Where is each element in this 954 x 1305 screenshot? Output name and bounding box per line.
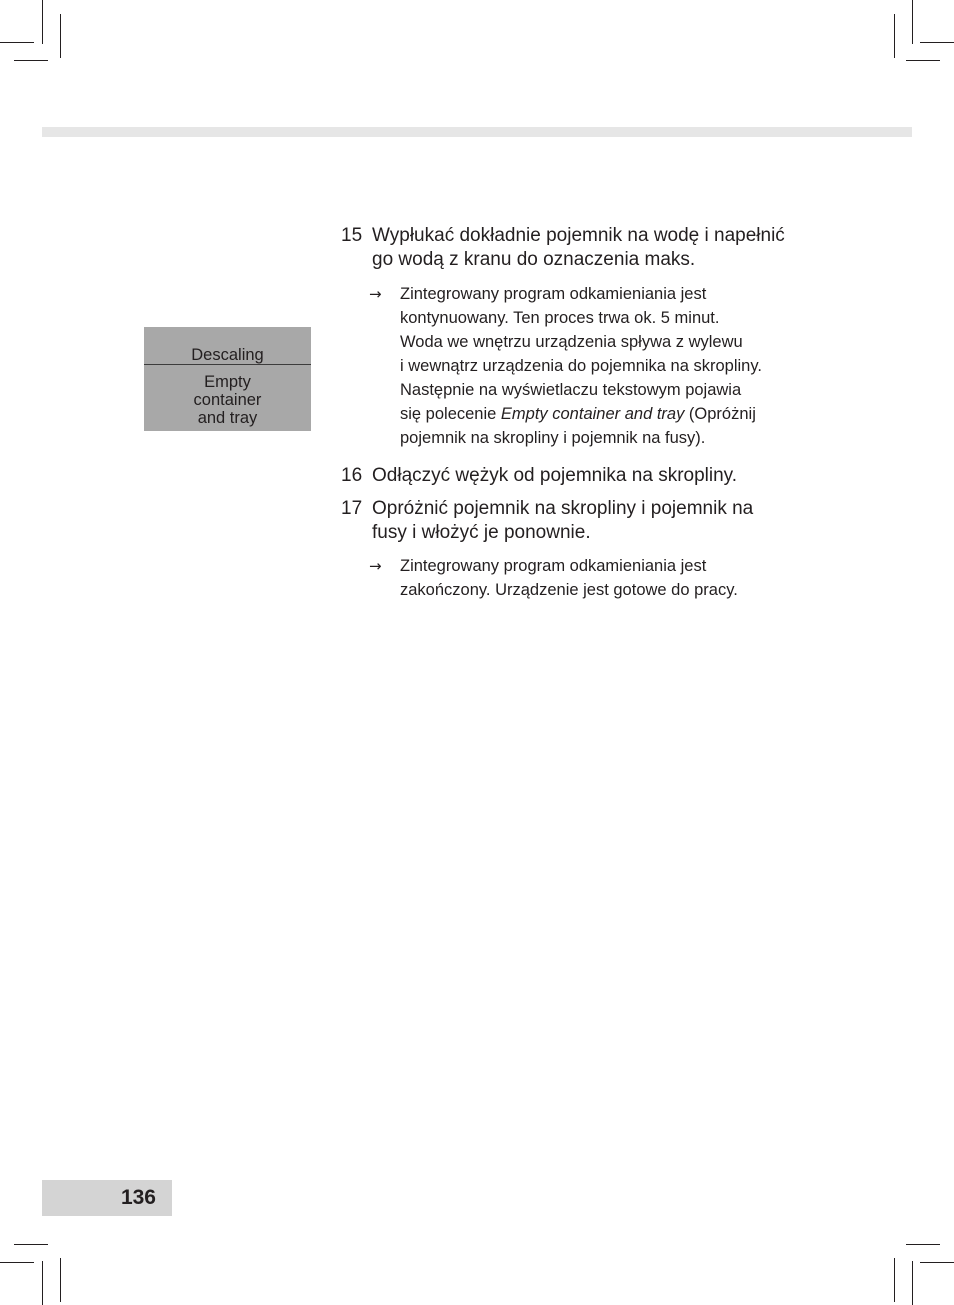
header-band [42, 127, 912, 137]
display-message-reference: Empty container and tray [500, 405, 685, 423]
result-text [400, 282, 810, 450]
crop-mark [906, 1244, 940, 1245]
step-text-line: Opróżnić pojemnik na skropliny i pojemnik na [372, 498, 754, 519]
step-text-line: Wypłukać dokładnie pojemnik na wodę i napełnić [372, 225, 785, 246]
result-line: pojemnik na skropliny i pojemnik na fusy). [400, 429, 706, 447]
result-line: Zintegrowany program odkamieniania jest [400, 285, 707, 303]
step-number: 15 [341, 225, 363, 246]
step-number: 17 [341, 498, 363, 519]
crop-mark [14, 1244, 48, 1245]
page-number-box [42, 1180, 172, 1216]
step-text [372, 497, 812, 545]
display-bottom-label: Empty container and tray [193, 373, 262, 427]
result-line: zakończony. Urządzenie jest gotowe do pracy. [400, 581, 738, 599]
step-text-line: fusy i włożyć je ponownie. [372, 522, 591, 543]
machine-display [144, 327, 311, 431]
result-line: i wewnątrz urządzenia do pojemnika na skropliny. [400, 357, 762, 375]
crop-mark [0, 42, 34, 43]
crop-mark [0, 1262, 34, 1263]
step-text-line: Odłączyć wężyk od pojemnika na skropliny. [372, 465, 738, 486]
step-number: 16 [341, 465, 363, 486]
crop-mark [894, 1258, 895, 1302]
result-arrow-icon: → [369, 285, 382, 303]
crop-mark [14, 60, 48, 61]
crop-mark [42, 0, 43, 44]
crop-mark [912, 0, 913, 44]
result-line: Woda we wnętrzu urządzenia spływa z wylewu [400, 333, 743, 351]
result-line [400, 402, 810, 426]
result-line: Zintegrowany program odkamieniania jest [400, 557, 707, 575]
display-top-label: Descaling [191, 346, 264, 364]
crop-mark [920, 42, 954, 43]
crop-mark [920, 1262, 954, 1263]
crop-mark [894, 14, 895, 58]
page-number: 136 [120, 1186, 156, 1209]
result-text-segment: się polecenie [400, 405, 501, 423]
display-divider [144, 364, 311, 365]
result-arrow-icon: → [369, 557, 382, 575]
crop-mark [60, 14, 61, 58]
crop-mark [906, 60, 940, 61]
result-line: kontynuowany. Ten proces trwa ok. 5 minut. [400, 309, 720, 327]
step-text [372, 224, 812, 272]
result-text-segment: (Opróżnij [684, 405, 756, 423]
step-text-line: go wodą z kranu do oznaczenia maks. [372, 249, 696, 270]
crop-mark [912, 1261, 913, 1305]
result-text [400, 554, 810, 602]
step-text [372, 464, 812, 488]
crop-mark [42, 1261, 43, 1305]
result-line: Następnie na wyświetlaczu tekstowym pojawia [400, 381, 742, 399]
crop-mark [60, 1258, 61, 1302]
